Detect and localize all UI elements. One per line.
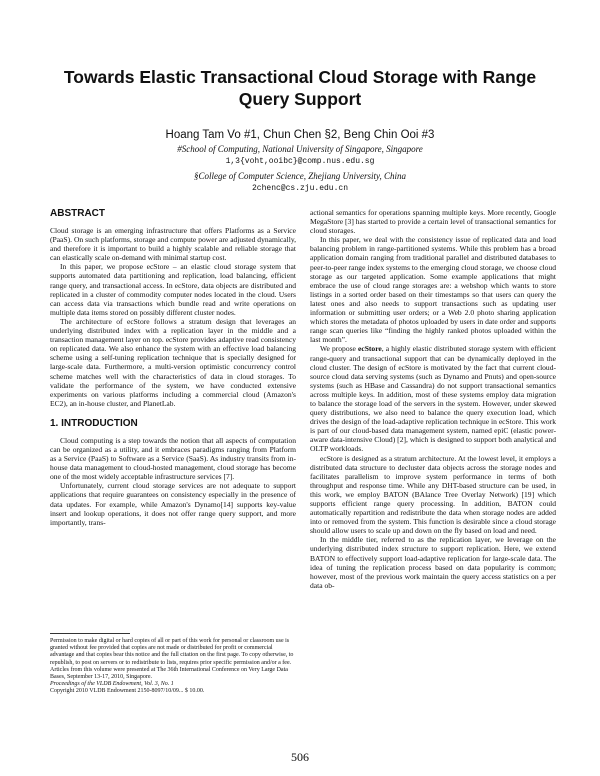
footnote-rule [50, 633, 130, 634]
abstract-heading: ABSTRACT [50, 208, 105, 219]
author-list: Hoang Tam Vo #1, Chun Chen §2, Beng Chin Ooi #3 [165, 129, 435, 141]
page-number: 506 [291, 750, 309, 764]
intro-paragraph: Unfortunately, current cloud storage services are not adequate to support applications that require guarantees on consistency especially in the presence of data updates. For example, while Amazon's Dynamo[14] supports key-value insert and lookup operations, it does not offer range query support, and more importantly, trans- [50, 481, 296, 527]
copyright-line: Copyright 2010 VLDB Endowment 2150-8097/10/09... $ 10.00. [50, 688, 205, 695]
ecstore-term: ecStore [358, 344, 382, 354]
intro-paragraph: In the middle tier, referred to as the replication layer, we leverage on the underlying distributed index structure to support replication. Here, we extend BATON to effectively support load-adaptive replication for large-scale data. The idea of tuning the replication process based on data popularity is common; however, most of the previous work maintain the query access statistics on a per data ob- [310, 535, 556, 590]
affiliation-zju: §College of Computer Science, Zhejiang University, China [194, 171, 406, 181]
affiliation-nus: #School of Computing, National University of Singapore, Singapore [177, 144, 423, 154]
intro-paragraph: ecStore is designed as a stratum architecture. At the lowest level, it employs a distributed data structure to decluster data objects across the storage nodes and facilitates parallelism to improve system performance in terms of both throughput and response time. While any DHT-based structure can be used, in this work, we employ BATON (BAlance Tree Overlay Network) [19] which supports efficient range query processing. In addition, BATON could automatically repartition and redistribute the data when storage nodes are added into or removed from the system. This function is desirable since a cloud storage should allow users to scale up and down on the fly based on load and need. [310, 453, 556, 536]
abstract-paragraph: In this paper, we propose ecStore – an elastic cloud storage system that supports automated data partitioning and replication, load balancing, efficient range query, and transactional access. In ecStore, data objects are distributed and replicated in a cluster of commodity computer nodes located in the cloud. Users can access data via transactions which bundle read and write operations on multiple data items stored on possibly different cluster nodes. [50, 262, 296, 317]
proceedings-line: Proceedings of the VLDB Endowment, Vol. 3, No. 1 [50, 681, 174, 688]
abstract-paragraph: Cloud storage is an emerging infrastructure that offers Platforms as a Service (PaaS). On such platforms, storage and compute power are adjusted dynamically, and therefore it is important to build a highly scalable and reliable storage that can elastically scale on-demand with minimal startup cost. [50, 226, 296, 263]
introduction-heading: 1. INTRODUCTION [50, 417, 138, 429]
paper-title: Towards Elastic Transactional Cloud Storage with Range Query Support [63, 67, 537, 109]
email-zju: 2chenc@cs.zju.edu.cn [251, 184, 348, 193]
email-nus: 1,3{voht,ooibc}@comp.nus.edu.sg [225, 157, 375, 166]
left-column [50, 208, 296, 527]
intro-paragraph: In this paper, we deal with the consistency issue of replicated data and load balancing problem in range-partitioned systems. While this problem has a broad application domain ranging from traditional parallel and distributed databases to peer-to-peer range index systems to the emerging cloud storage, we choose cloud storage as our targeted application. Some example applications that might embrace the use of cloud range storages are: a webshop which wants to store listings in a sorted order based on their timestamps so that users can query the latest ones and also needs to support transactions such as updating user information or submitting user orders; or a Web 2.0 photo sharing application which stores the metadata of photos uploaded by users in date order and supports range scan queries like “finding the highly ranked photos uploaded within the last month”. [310, 235, 556, 345]
right-column [310, 208, 556, 590]
abstract-paragraph: The architecture of ecStore follows a stratum design that leverages an underlying distributed index with a replication layer in the middle and a transaction management layer on top. ecStore provides adaptive read consistency on replicated data. We also enhance the system with an effective load balancing scheme using a self-tuning replication technique that is specially designed for large-scale data. Furthermore, a multi-version optimistic concurrency control scheme matches well with the characteristics of data in cloud storages. To validate the performance of the system, we have conducted extensive experiments on various platforms including a commercial cloud (Amazon's EC2), an in-house cluster, and PlanetLab. [50, 316, 296, 408]
permission-footnote [50, 638, 296, 696]
intro-paragraph: Cloud computing is a step towards the notion that all aspects of computation can be organized as a utility, and it embraces paradigms ranging from Platform as a Service (PaaS) to Software as a Service (SaaS). As industry transits from in-house data management to cloud-hosted management, cloud storage has become one of the most widely acceptable infrastructure services [7]. [50, 435, 296, 482]
permission-text: Permission to make digital or hard copies of all or part of this work for personal or classroom use is granted without fee provided that copies are not made or distributed for profit or commercial advantage and that copies bear this notice and the full citation on the first page. To copy otherwise, to republish, to post on servers or to redistribute to lists, requires prior specific permission and/or a fee. Articles from this volume were presented at The 36th International Conference on Very Large Data Bases, September 13-17, 2010, Singapore. [50, 638, 294, 681]
intro-paragraph: We propose ecStore, a highly elastic distributed storage system with efficient range-query and transactional support that can be dynamically deployed in the cloud cluster. The design of ecStore is motivated by the fact that current cloud-source cloud data serving systems (such as Dynamo and Pnuts) and open-source systems (such as HBase and Cassandra) do not support transactional semantics across multiple keys. In addition, most of these systems employ data migration to balance the storage load of the servers in the system. However, under skewed query distributions, we also need to balance the query execution load, which drives the design of the load-adaptive replication technique in ecStore. This work is part of our cloud-based data management system, named epiC (elastic power-aware data-intensive Cloud) [2], which is designed to support both analytical and OLTP workloads. [310, 344, 556, 454]
intro-paragraph: actional semantics for operations spanning multiple keys. More recently, Google MegaStore [3] has started to provide a certain level of transactional semantics for cloud storages. [310, 208, 556, 236]
